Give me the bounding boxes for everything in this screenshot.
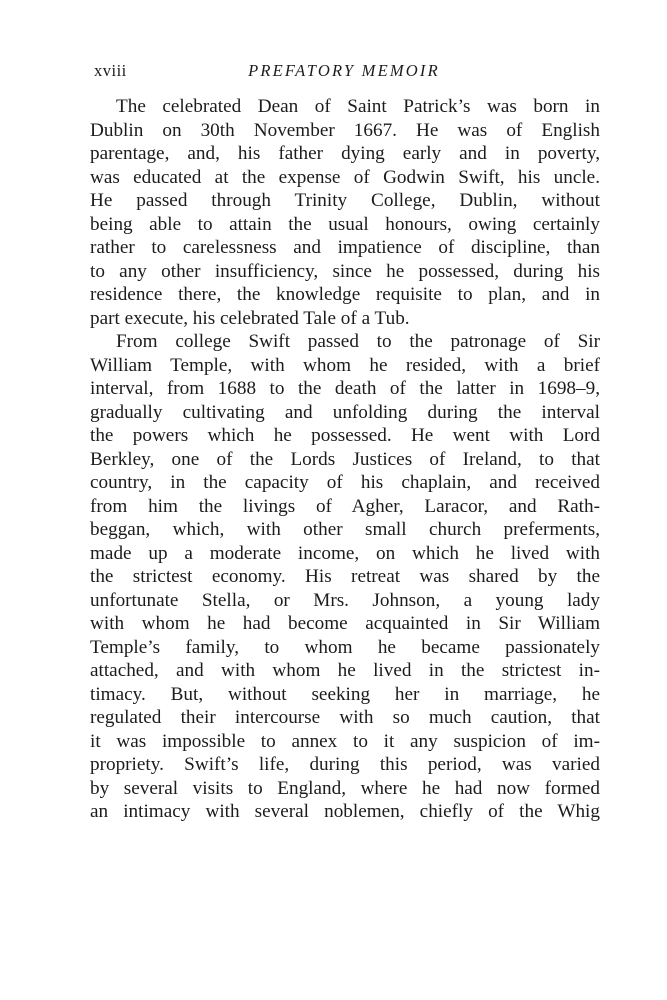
text-line: rather to carelessness and impatience of discipline, than <box>90 237 600 258</box>
text-line: part execute, his celebrated Tale of a Tub. <box>90 307 410 329</box>
running-title: PREFATORY MEMOIR <box>248 61 440 80</box>
text-line: from him the livings of Agher, Laracor, and Rath- <box>90 495 600 517</box>
text-line: the powers which he possessed. He went with Lord <box>90 425 600 446</box>
text-line: an intimacy with several noblemen, chiefly of the Whig <box>90 801 600 822</box>
text-line: by several visits to England, where he had now formed <box>90 777 600 799</box>
text-line: The celebrated Dean of Saint Patrick’s was born in <box>116 96 600 117</box>
page-number: xviii <box>94 61 127 80</box>
text-line: with whom he had become acquainted in Sir William <box>90 613 600 634</box>
text-line: parentage, and, his father dying early and in poverty, <box>90 143 600 164</box>
text-line: From college Swift passed to the patronage of Sir <box>116 331 600 352</box>
text-line: being able to attain the usual honours, owing certainly <box>90 213 600 235</box>
text-line: attached, and with whom he lived in the strictest in- <box>90 660 600 681</box>
text-line: Temple’s family, to whom he became passionately <box>90 636 600 658</box>
text-line: the strictest economy. His retreat was shared by the <box>90 566 600 587</box>
text-line: beggan, which, with other small church preferments, <box>90 519 600 540</box>
text-line: gradually cultivating and unfolding during the interval <box>90 401 600 423</box>
text-line: residence there, the knowledge requisite to plan, and in <box>90 284 600 305</box>
text-line: regulated their intercourse with so much caution, that <box>90 707 600 728</box>
text-line: Dublin on 30th November 1667. He was of English <box>90 119 600 141</box>
running-head <box>94 60 594 82</box>
text-line: made up a moderate income, on which he lived with <box>90 542 600 564</box>
text-line: it was impossible to annex to it any suspicion of im- <box>90 730 600 752</box>
text-line: Berkley, one of the Lords Justices of Ireland, to that <box>90 448 600 470</box>
text-line: to any other insufficiency, since he possessed, during his <box>90 260 600 282</box>
text-line: interval, from 1688 to the death of the latter in 1698–9, <box>90 378 600 399</box>
text-line: country, in the capacity of his chaplain, and received <box>90 472 600 493</box>
text-line: timacy. But, without seeking her in marriage, he <box>90 683 600 705</box>
text-line: propriety. Swift’s life, during this period, was varied <box>90 754 600 775</box>
body-text <box>90 95 600 824</box>
text-line: unfortunate Stella, or Mrs. Johnson, a young lady <box>90 589 600 611</box>
text-line: was educated at the expense of Godwin Swift, his uncle. <box>90 166 600 188</box>
text-line: William Temple, with whom he resided, with a brief <box>90 354 600 376</box>
text-line: He passed through Trinity College, Dublin, without <box>90 190 600 211</box>
